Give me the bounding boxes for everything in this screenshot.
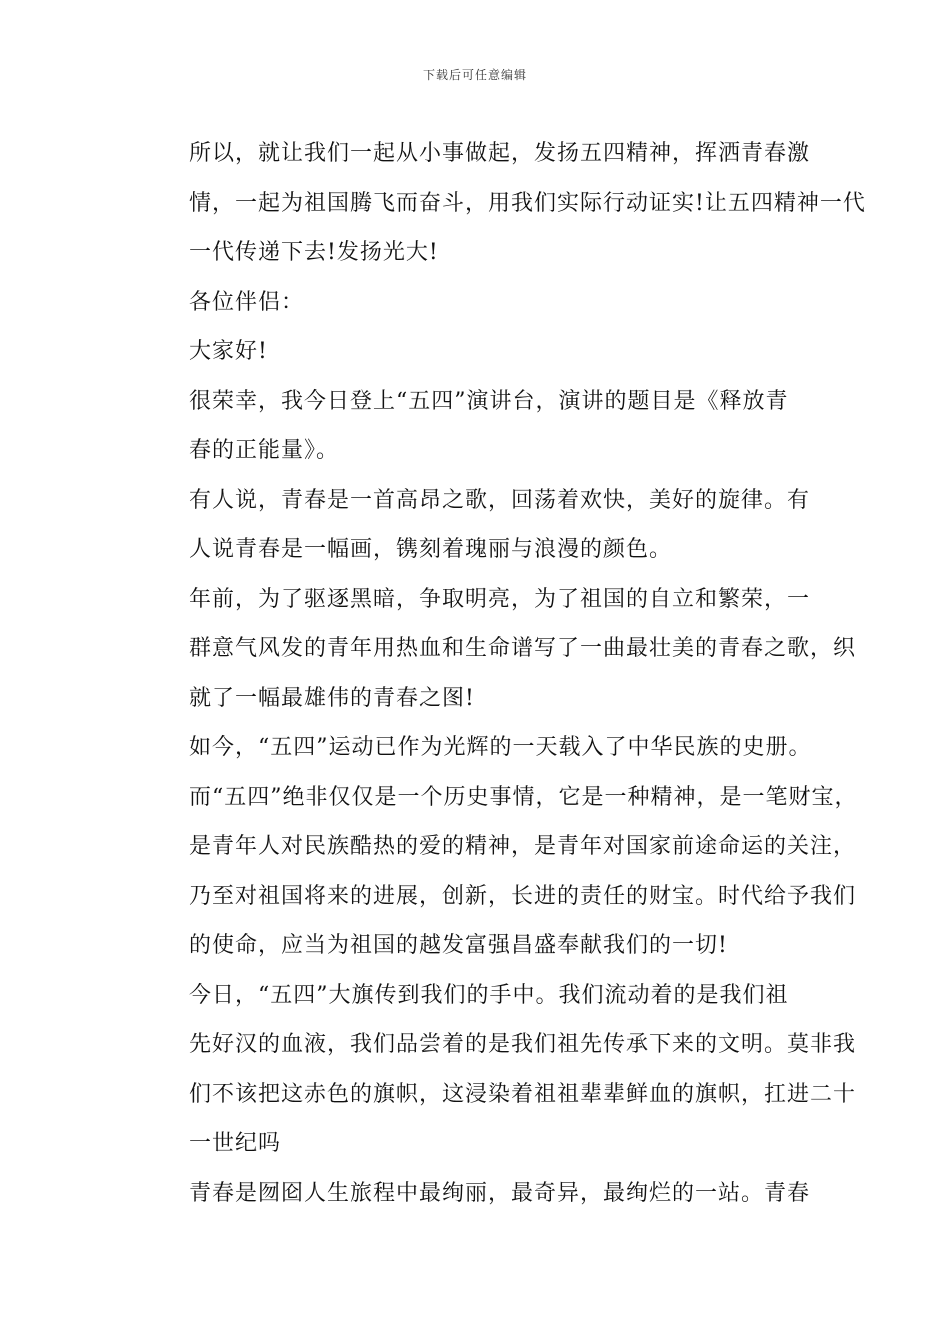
text-line: 大家好! [189,339,268,364]
text-line: 而“五四”绝非仅仅是一个历史事情，它是一种精神，是一笔财宝， [189,784,858,810]
text-line: 先好汉的血液，我们品尝着的是我们祖先传承下来的文明。莫非我 [189,1032,857,1057]
text-line: 情，一起为祖国腾飞而奋斗，用我们实际行动证实!让五四精神一代 [189,190,866,216]
paragraph [145,129,866,278]
paragraph [145,278,805,328]
text-line: 有人说，青春是一首高昂之歌，回荡着欢快，美好的旋律。有 [189,487,811,513]
text-line: 很荣幸，我今日登上“五四”演讲台，演讲的题目是《释放青 [189,388,789,414]
text-line: 群意气风发的青年用热血和生命谱写了一曲最壮美的青春之歌，织 [189,636,857,661]
text-line: 所以，就让我们一起从小事做起，发扬五四精神，挥洒青春激 [189,141,811,166]
paragraph [145,971,857,1169]
text-line: 今日，“五四”大旗传到我们的手中。我们流动着的是我们祖 [189,982,789,1008]
text-line: 乃至对祖国将来的进展，创新，长进的责任的财宝。时代给予我们 [189,883,857,909]
text-line: 如今，“五四”运动已作为光辉的一天载入了中华民族的史册。 [189,735,812,760]
text-line: 年前，为了驱逐黑暗，争取明亮，为了祖国的自立和繁荣，一 [189,586,811,612]
paragraph [145,327,805,377]
text-line: 春的正能量》。 [189,438,340,463]
text-line: 一代传递下去!发扬光大! [189,240,439,265]
paragraph [145,476,811,575]
text-line: 一世纪吗 [189,1131,282,1156]
paragraph [145,1169,811,1219]
speech-body [145,129,866,1218]
text-line: 青春是囫囵人生旅程中最绚丽，最奇异，最绚烂的一站。青春 [189,1180,811,1206]
paragraph [145,575,857,724]
page-header: 下载后可任意编辑 [422,68,527,82]
paragraph [145,377,805,476]
text-line: 各位伴侣： [189,289,305,315]
paragraph [145,723,858,971]
text-line: 的使命，应当为祖国的越发富强昌盛奉献我们的一切! [189,933,728,958]
text-line: 是青年人对民族酷热的爱的精神，是青年对国家前途命运的关注， [189,834,857,859]
text-line: 们不该把这赤色的旗帜，这浸染着祖祖辈辈鲜血的旗帜，扛进二十 [189,1081,857,1107]
text-line: 人说青春是一幅画，镌刻着瑰丽与浪漫的颜色。 [189,537,673,562]
text-line: 就了一幅最雄伟的青春之图! [189,685,475,711]
